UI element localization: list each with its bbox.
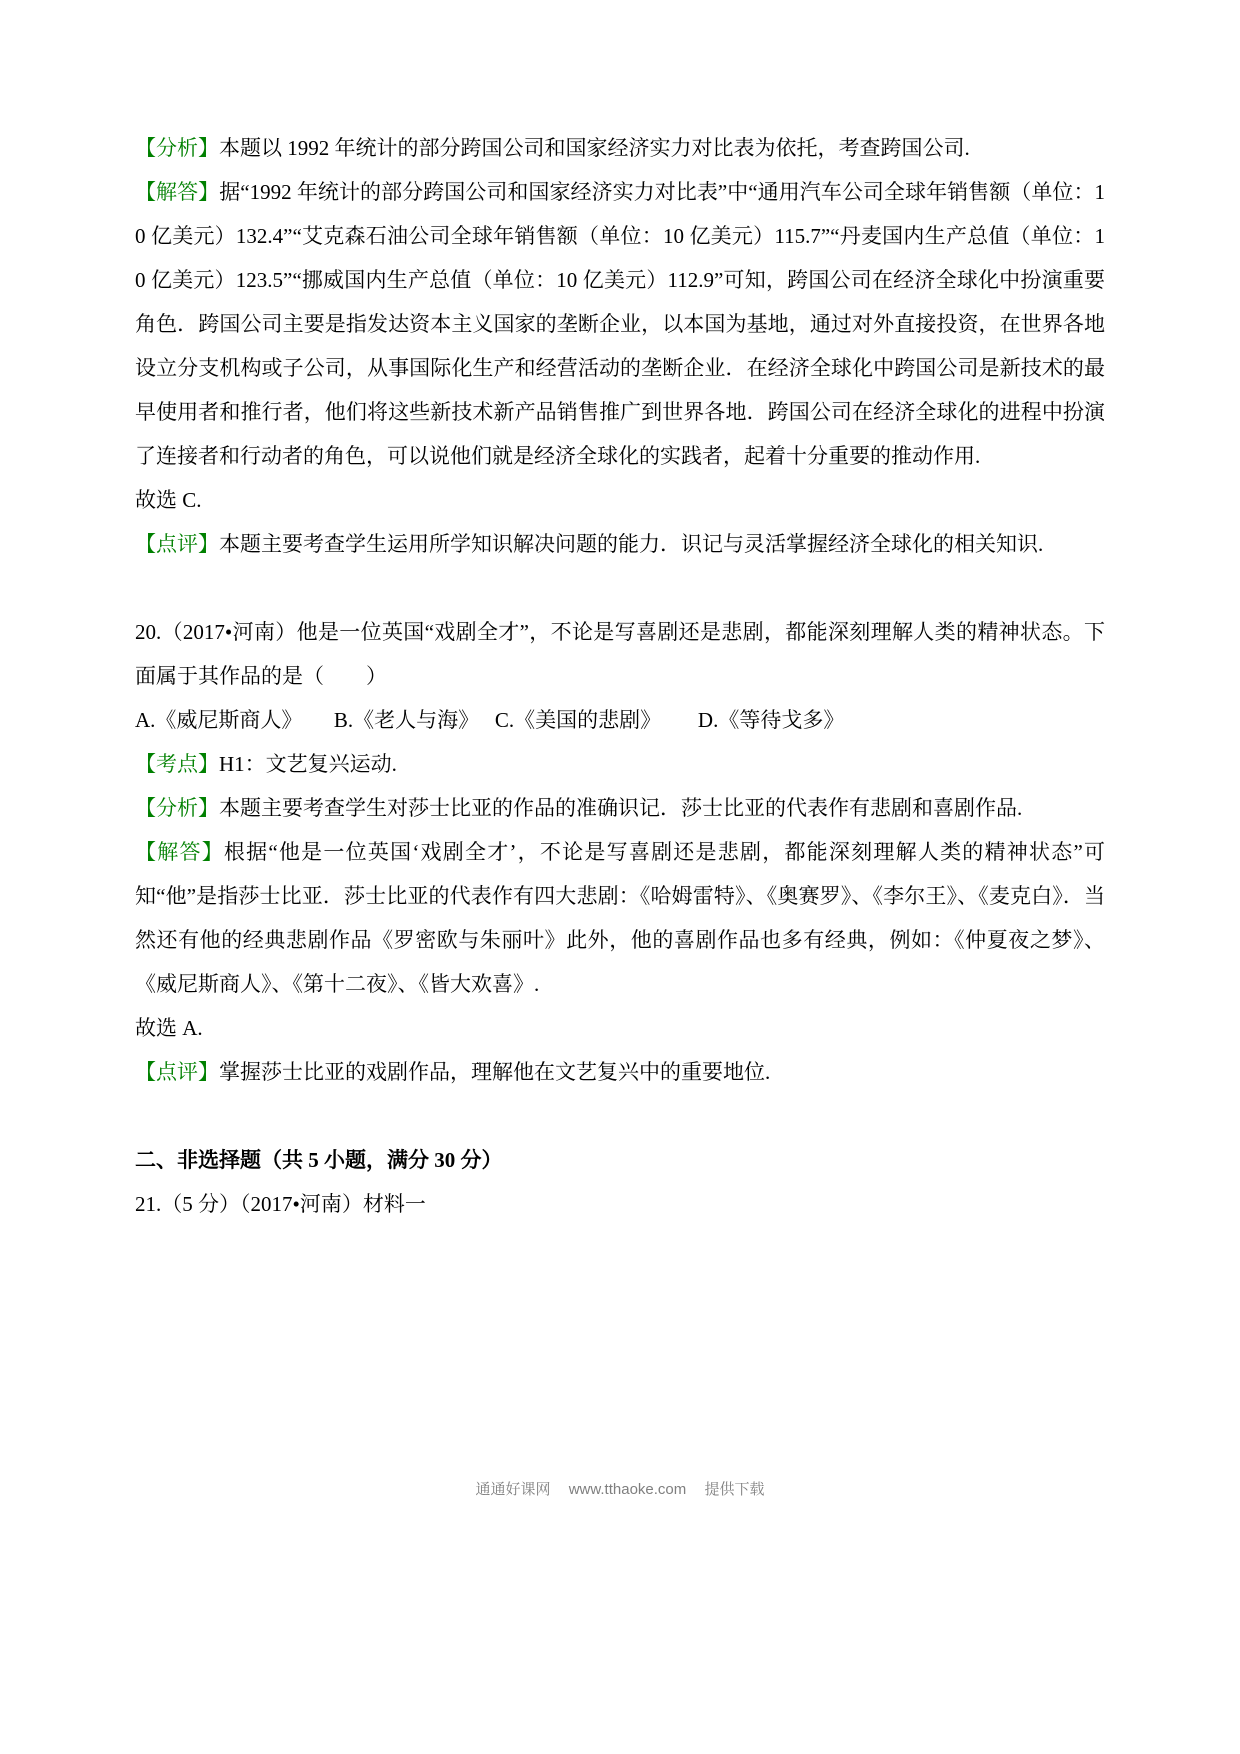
footer-suffix: 提供下载 xyxy=(704,1481,765,1498)
paragraph-text: 掌握莎士比亚的戏剧作品，理解他在文艺复兴中的重要地位. xyxy=(219,1060,771,1084)
paragraph xyxy=(135,1050,1105,1094)
paragraph-text: 据“1992 年统计的部分跨国公司和国家经济实力对比表”中“通用汽车公司全球年销售额（单位：10 亿美元）132.4”“艾克森石油公司全球年销售额（单位：10 亿美元）115.7”“丹麦国内生产总值（单位：10 亿美元）123.5”“挪威国内生产总值（单位：10 亿美元）112.9”可知，跨国公司在经济全球化中扮演重要角色．跨国公司主要是指发达资本主义国家的垄断企业，以本国为基地，通过对外直接投资，在世界各地设立分支机构或子公司，从事国际化生产和经营活动的垄断企业．在经济全球化中跨国公司是新技术的最早使用者和推行者，他们将这些新技术新产品销售推广到世界各地．跨国公司在经济全球化的进程中扮演了连接者和行动者的角色，可以说他们就是经济全球化的实践者，起着十分重要的推动作用. xyxy=(135,180,1105,468)
answer-line xyxy=(135,1006,1105,1050)
paragraph-text: 二、非选择题（共 5 小题，满分 30 分） xyxy=(135,1148,503,1172)
question-20 xyxy=(135,610,1105,698)
paragraph-text: 本题以 1992 年统计的部分跨国公司和国家经济实力对比表为依托，考查跨国公司. xyxy=(219,136,970,160)
options-row xyxy=(135,698,1105,742)
section-marker: 【分析】 xyxy=(135,796,219,820)
paragraph-text: 21.（5 分）（2017•河南）材料一 xyxy=(135,1192,426,1216)
section-marker: 【解答】 xyxy=(135,180,220,204)
section-marker: 【点评】 xyxy=(135,532,219,556)
paragraph-text: 本题主要考查学生对莎士比亚的作品的准确识记．莎士比亚的代表作有悲剧和喜剧作品. xyxy=(219,796,1023,820)
paragraph-text: 故选 A. xyxy=(135,1016,203,1040)
paragraph-text: 根据“他是一位英国‘戏剧全才’，不论是写喜剧还是悲剧，都能深刻理解人类的精神状态”可知“他”是指莎士比亚．莎士比亚的代表作有四大悲剧：《哈姆雷特》、《奥赛罗》、《李尔王》、《麦克白》．当然还有他的经典悲剧作品《罗密欧与朱丽叶》此外，他的喜剧作品也多有经典，例如：《仲夏夜之梦》、《威尼斯商人》、《第十二夜》、《皆大欢喜》. xyxy=(135,840,1105,996)
blank-line xyxy=(135,1094,1105,1138)
section-marker: 【考点】 xyxy=(135,752,219,776)
paragraph-text: H1：文艺复兴运动. xyxy=(219,752,397,776)
paragraph xyxy=(135,126,1105,170)
paragraph xyxy=(135,830,1105,1006)
answer-line xyxy=(135,478,1105,522)
paragraph xyxy=(135,742,1105,786)
paragraph xyxy=(135,522,1105,566)
section-marker: 【解答】 xyxy=(135,840,224,864)
paragraph-text: 故选 C. xyxy=(135,488,202,512)
section-marker: 【分析】 xyxy=(135,136,219,160)
question-21 xyxy=(135,1182,1105,1226)
footer-url[interactable]: www.tthaoke.com xyxy=(568,1481,687,1498)
blank-line xyxy=(135,566,1105,610)
section-marker: 【点评】 xyxy=(135,1060,219,1084)
paragraph xyxy=(135,786,1105,830)
section-heading xyxy=(135,1138,1105,1182)
document-body xyxy=(135,126,1105,1226)
paragraph-text: A.《威尼斯商人》 B.《老人与海》 C.《美国的悲剧》 D.《等待戈多》 xyxy=(135,708,845,732)
page-footer xyxy=(0,1478,1240,1499)
paragraph xyxy=(135,170,1105,478)
footer-site-name: 通通好课网 xyxy=(475,1481,551,1498)
paragraph-text: 20.（2017•河南）他是一位英国“戏剧全才”，不论是写喜剧还是悲剧，都能深刻理解人类的精神状态。下面属于其作品的是（ ） xyxy=(135,620,1105,688)
paragraph-text: 本题主要考查学生运用所学知识解决问题的能力．识记与灵活掌握经济全球化的相关知识. xyxy=(219,532,1044,556)
